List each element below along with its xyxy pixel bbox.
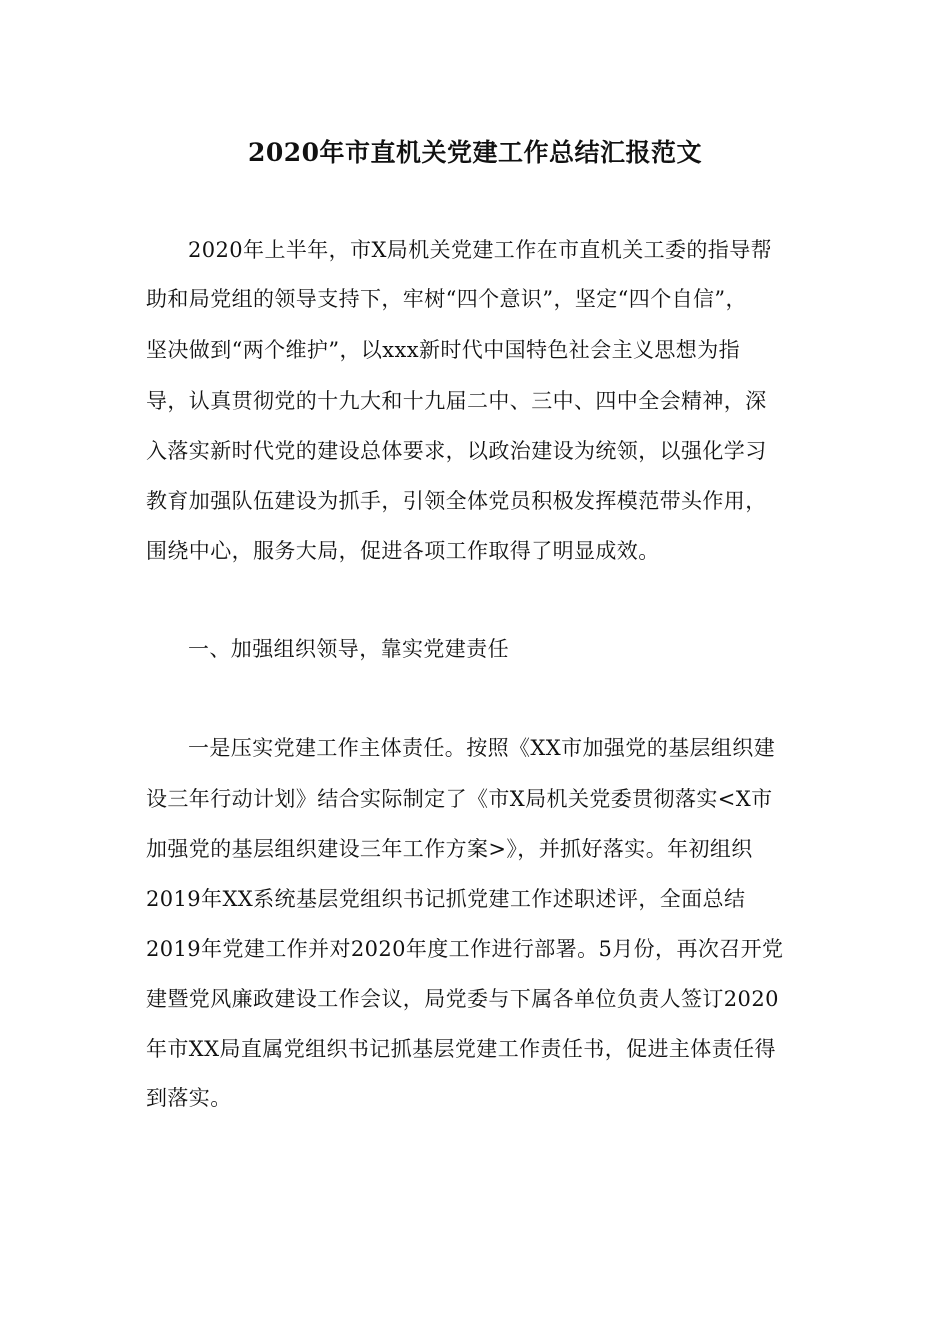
paragraph-2-line-5: 2019年党建工作并对2020年度工作进行部署。5月份，再次召开党 — [146, 937, 784, 961]
section-1-heading: 一、加强组织领导，靠实党建责任 — [188, 637, 509, 661]
paragraph-1-line-4: 导，认真贯彻党的十九大和十九届二中、三中、四中全会精神，深 — [146, 389, 767, 413]
paragraph-1-line-1: 2020年上半年，市X局机关党建工作在市直机关工委的指导帮 — [188, 238, 772, 262]
paragraph-2-line-1: 一是压实党建工作主体责任。按照《XX市加强党的基层组织建 — [188, 736, 776, 760]
paragraph-1-line-2: 助和局党组的领导支持下，牢树“四个意识”，坚定“四个自信”， — [146, 287, 747, 311]
paragraph-2-line-6: 建暨党风廉政建设工作会议，局党委与下属各单位负责人签订2020 — [146, 987, 779, 1011]
paragraph-2-line-3: 加强党的基层组织建设三年工作方案>》，并抓好落实。年初组织 — [146, 837, 753, 861]
paragraph-2-line-2: 设三年行动计划》结合实际制定了《市X局机关党委贯彻落实<X市 — [146, 787, 773, 811]
document-title: 2020年市直机关党建工作总结汇报范文 — [247, 138, 703, 167]
paragraph-1-line-5: 入落实新时代党的建设总体要求，以政治建设为统领，以强化学习 — [146, 439, 767, 463]
paragraph-2-line-8: 到落实。 — [146, 1086, 232, 1110]
paragraph-1-line-7: 围绕中心，服务大局，促进各项工作取得了明显成效。 — [146, 539, 660, 563]
paragraph-1-line-6: 教育加强队伍建设为抓手，引领全体党员积极发挥模范带头作用， — [146, 489, 767, 513]
paragraph-1-line-3: 坚决做到“两个维护”，以xxx新时代中国特色社会主义思想为指 — [146, 338, 740, 362]
paragraph-2-line-7: 年市XX局直属党组织书记抓基层党建工作责任书，促进主体责任得 — [146, 1037, 776, 1061]
paragraph-2-line-4: 2019年XX系统基层党组织书记抓党建工作述职述评，全面总结 — [146, 887, 746, 911]
